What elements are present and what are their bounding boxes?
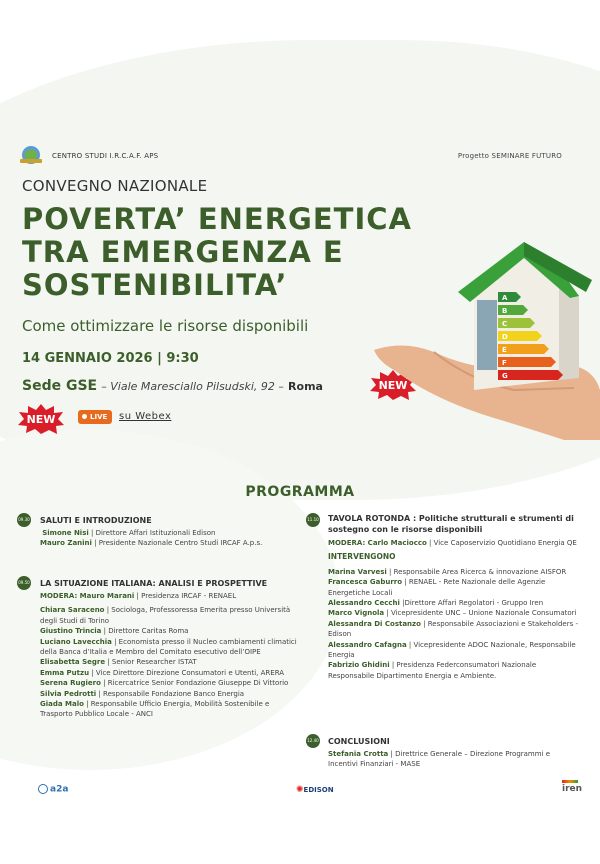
energy-bar-g (498, 370, 563, 380)
time-badge: 12.40 (306, 734, 320, 748)
event-date: 14 GENNAIO 2026 | 9:30 (22, 351, 199, 366)
speaker: Marco Vignola | Vicepresidente UNC – Unione Nazionale Consumatori (328, 609, 577, 618)
a2a-logo: a2a (38, 784, 68, 795)
intervengono-label: INTERVENGONO (328, 552, 396, 562)
speaker: Alessandro Cecchi |Direttore Affari Regolatori - Gruppo Iren (328, 599, 544, 608)
speaker: Mauro Zanini | Presidente Nazionale Centro Studi IRCAF A.p.s. (40, 539, 263, 548)
event-venue (22, 378, 323, 394)
iren-icon (562, 780, 578, 783)
speaker: Fabrizio Ghidini | Presidenza Federconsumatori Nazionale Responsabile Dipartimento Energia e Ambiente. (328, 661, 537, 680)
session-speakers (40, 591, 302, 720)
session-speakers (328, 538, 578, 681)
live-label: LIVE (90, 413, 108, 421)
event-title (22, 203, 412, 302)
time-badge: 11.10 (306, 513, 320, 527)
project-name: Progetto SEMINARE FUTURO (457, 152, 562, 160)
session-title: SALUTI E INTRODUZIONE (40, 516, 152, 525)
new-label: NEW (26, 413, 56, 426)
moderator: MODERA: Mauro Marani | Presidenza IRCAF - RENAEL (40, 592, 237, 600)
speaker: Marina Varvesi | Responsabile Area Ricerca & innovazione AISFOR (328, 567, 567, 576)
venue-name: Sede GSE (22, 378, 98, 394)
speaker: Silvia Pedrotti | Responsabile Fondazione Banco Energia (40, 689, 245, 698)
energy-label-b: B (502, 307, 508, 315)
speaker: Emma Putzu | Vice Direttore Direzione Consumatori e Utenti, ARERA (40, 668, 285, 677)
program-title: PROGRAMMA (245, 484, 355, 500)
energy-label-c: C (502, 320, 508, 328)
speaker: Giada Malo | Responsabile Ufficio Energia, Mobilità Sostenibile e Trasporto Pubblico Locale - ANCI (40, 700, 270, 719)
iren-logo: iren (562, 780, 582, 794)
title-line-3: SOSTENIBILITA’ (22, 268, 288, 302)
energy-label-g: G (502, 372, 508, 380)
energy-label-a: A (502, 294, 508, 302)
speaker: Luciano Lavecchia | Economista presso il Nucleo cambiamenti climatici della Banca d’Italia e Membro del Comitato esecutivo dell’OIPE (40, 637, 297, 657)
moderator: MODERA: Carlo Maciocco | Vice Caposervizio Quotidiano Energia QE (328, 539, 577, 547)
speaker: Francesca Gaburro | RENAEL - Rete Nazionale delle Agenzie Energetiche Locali (328, 578, 546, 597)
speaker: Simone Nisi | Direttore Affari Istituzionali Edison (42, 529, 216, 537)
edison-icon: ✺ (296, 785, 304, 795)
speaker: Chiara Saraceno | Sociologa, Professoressa Emerita presso Università degli Studi di Torino (40, 606, 291, 625)
speaker: Elisabetta Segre | Senior Researcher ISTAT (40, 658, 197, 667)
session-speakers (40, 528, 300, 549)
speaker: Serena Rugiero | Ricercatrice Senior Fondazione Giuseppe Di Vittorio (40, 679, 289, 688)
webex-link[interactable]: su Webex (119, 411, 172, 422)
venue-city: Roma (288, 380, 323, 393)
org-name: CENTRO STUDI I.R.C.A.F. APS (52, 152, 159, 160)
new-badge-streaming (18, 404, 64, 434)
session-title: LA SITUAZIONE ITALIANA: ANALISI E PROSPETTIVE (40, 579, 268, 588)
time-badge: 09.30 (17, 513, 31, 527)
event-subtitle: Come ottimizzare le risorse disponibili (22, 317, 309, 335)
live-dot-icon (82, 414, 87, 419)
energy-house-illustration (374, 240, 600, 440)
session-title: CONCLUSIONI (328, 737, 390, 746)
live-badge (78, 410, 112, 424)
speaker: Alessandro Cafagna | Vicepresidente ADOC Nazionale, Responsabile Energia (328, 640, 576, 660)
energy-label-d: D (502, 333, 508, 341)
time-badge: 09.50 (17, 576, 31, 590)
venue-address: – Viale Maresciallo Pilsudski, 92 – (101, 380, 284, 393)
session-title: TAVOLA ROTONDA : Politiche strutturali e strumenti di sostegno con le risorse disponibili (328, 514, 574, 534)
a2a-icon (38, 784, 48, 794)
speaker: Stefania Crotta | Direttrice Generale – Direzione Programmi e Incentivi Finanziari - MASE (328, 750, 551, 769)
speaker: Alessandra Di Costanzo | Responsabile Associazioni e Stakeholders - Edison (328, 619, 578, 639)
new-label: NEW (378, 379, 408, 392)
speaker: Giustino Trincia | Direttore Caritas Roma (40, 627, 189, 636)
title-line-1: POVERTA’ ENERGETICA (22, 202, 412, 236)
energy-label-e: E (502, 346, 507, 354)
session-speakers (328, 749, 578, 770)
title-line-2: TRA EMERGENZA E (22, 235, 344, 269)
edison-logo: ✺EDISON (296, 785, 334, 795)
org-logo-icon (18, 144, 44, 166)
event-type: CONVEGNO NAZIONALE (22, 177, 208, 195)
energy-label-f: F (502, 359, 507, 367)
